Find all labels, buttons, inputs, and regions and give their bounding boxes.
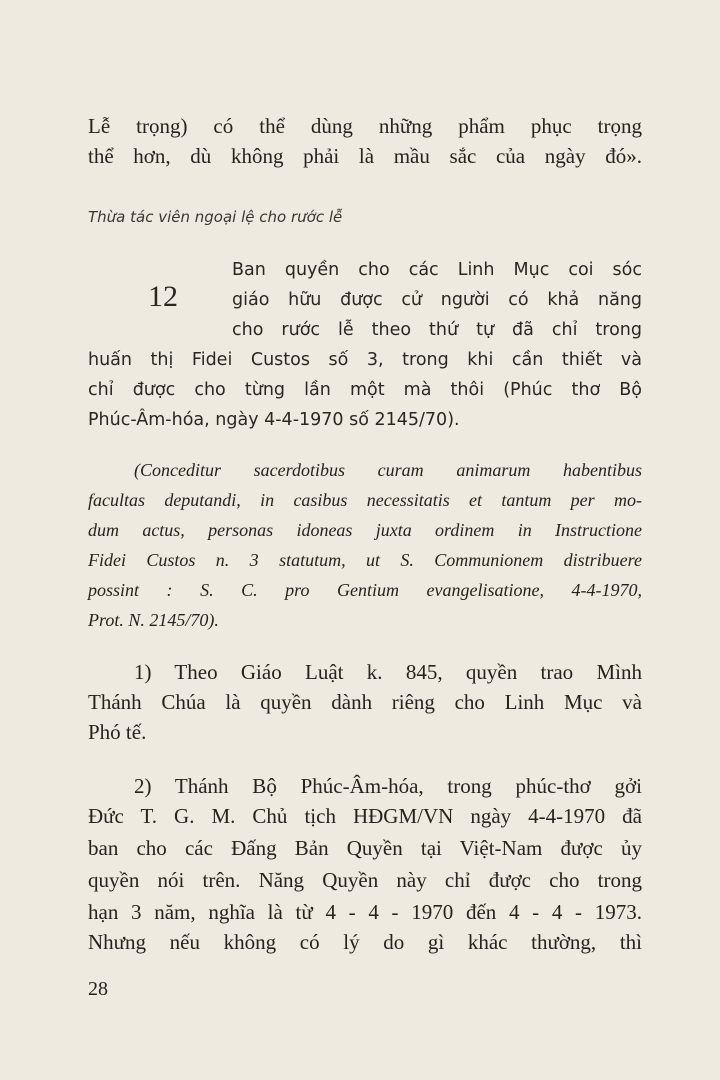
section-heading: Thừa tác viên ngoại lệ cho rước lễ bbox=[88, 208, 343, 226]
latin-line-4: Fidei Custos n. 3 statutum, ut S. Communionem distribuere bbox=[88, 550, 642, 570]
section-line-1: Ban quyền cho các Linh Mục coi sóc bbox=[232, 260, 642, 280]
latin-line-2: facultas deputandi, in casibus necessitatis et tantum per mo- bbox=[88, 490, 642, 510]
intro-line-1: Lễ trọng) có thể dùng những phẩm phục trọng bbox=[88, 114, 642, 138]
note2-line-1: 2) Thánh Bộ Phúc-Âm-hóa, trong phúc-thơ gởi bbox=[134, 774, 642, 798]
section-number: 12 bbox=[148, 280, 178, 313]
section-line-6: Phúc-Âm-hóa, ngày 4-4-1970 số 2145/70). bbox=[88, 410, 460, 430]
latin-line-3: dum actus, personas idoneas juxta ordinem in Instructione bbox=[88, 520, 642, 540]
note1-line-2: Thánh Chúa là quyền dành riêng cho Linh Mục và bbox=[88, 690, 642, 714]
note2-line-5: hạn 3 năm, nghĩa là từ 4 - 4 - 1970 đến 4 - 4 - 1973. bbox=[88, 900, 642, 924]
section-line-4: huấn thị Fidei Custos số 3, trong khi cần thiết và bbox=[88, 350, 642, 370]
section-line-3: cho rước lễ theo thứ tự đã chỉ trong bbox=[232, 320, 642, 340]
section-line-5: chỉ được cho từng lần một mà thôi (Phúc thơ Bộ bbox=[88, 380, 642, 400]
note2-line-6: Nhưng nếu không có lý do gì khác thường, thì bbox=[88, 930, 642, 954]
latin-line-1: (Conceditur sacerdotibus curam animarum habentibus bbox=[134, 460, 642, 480]
note1-line-3: Phó tế. bbox=[88, 720, 147, 744]
section-line-2: giáo hữu được cử người có khả năng bbox=[232, 290, 642, 310]
intro-line-2: thể hơn, dù không phải là mầu sắc của ngày đó». bbox=[88, 144, 642, 168]
note2-line-4: quyền nói trên. Năng Quyền này chỉ được cho trong bbox=[88, 868, 642, 892]
note1-line-1: 1) Theo Giáo Luật k. 845, quyền trao Mình bbox=[134, 660, 642, 684]
latin-line-5: possint : S. C. pro Gentium evangelisatione, 4-4-1970, bbox=[88, 580, 642, 600]
note2-line-3: ban cho các Đấng Bản Quyền tại Việt-Nam được ủy bbox=[88, 836, 642, 860]
page-number: 28 bbox=[88, 978, 108, 1000]
latin-line-6: Prot. N. 2145/70). bbox=[88, 610, 219, 630]
note2-line-2: Đức T. G. M. Chủ tịch HĐGM/VN ngày 4-4-1970 đã bbox=[88, 804, 642, 828]
